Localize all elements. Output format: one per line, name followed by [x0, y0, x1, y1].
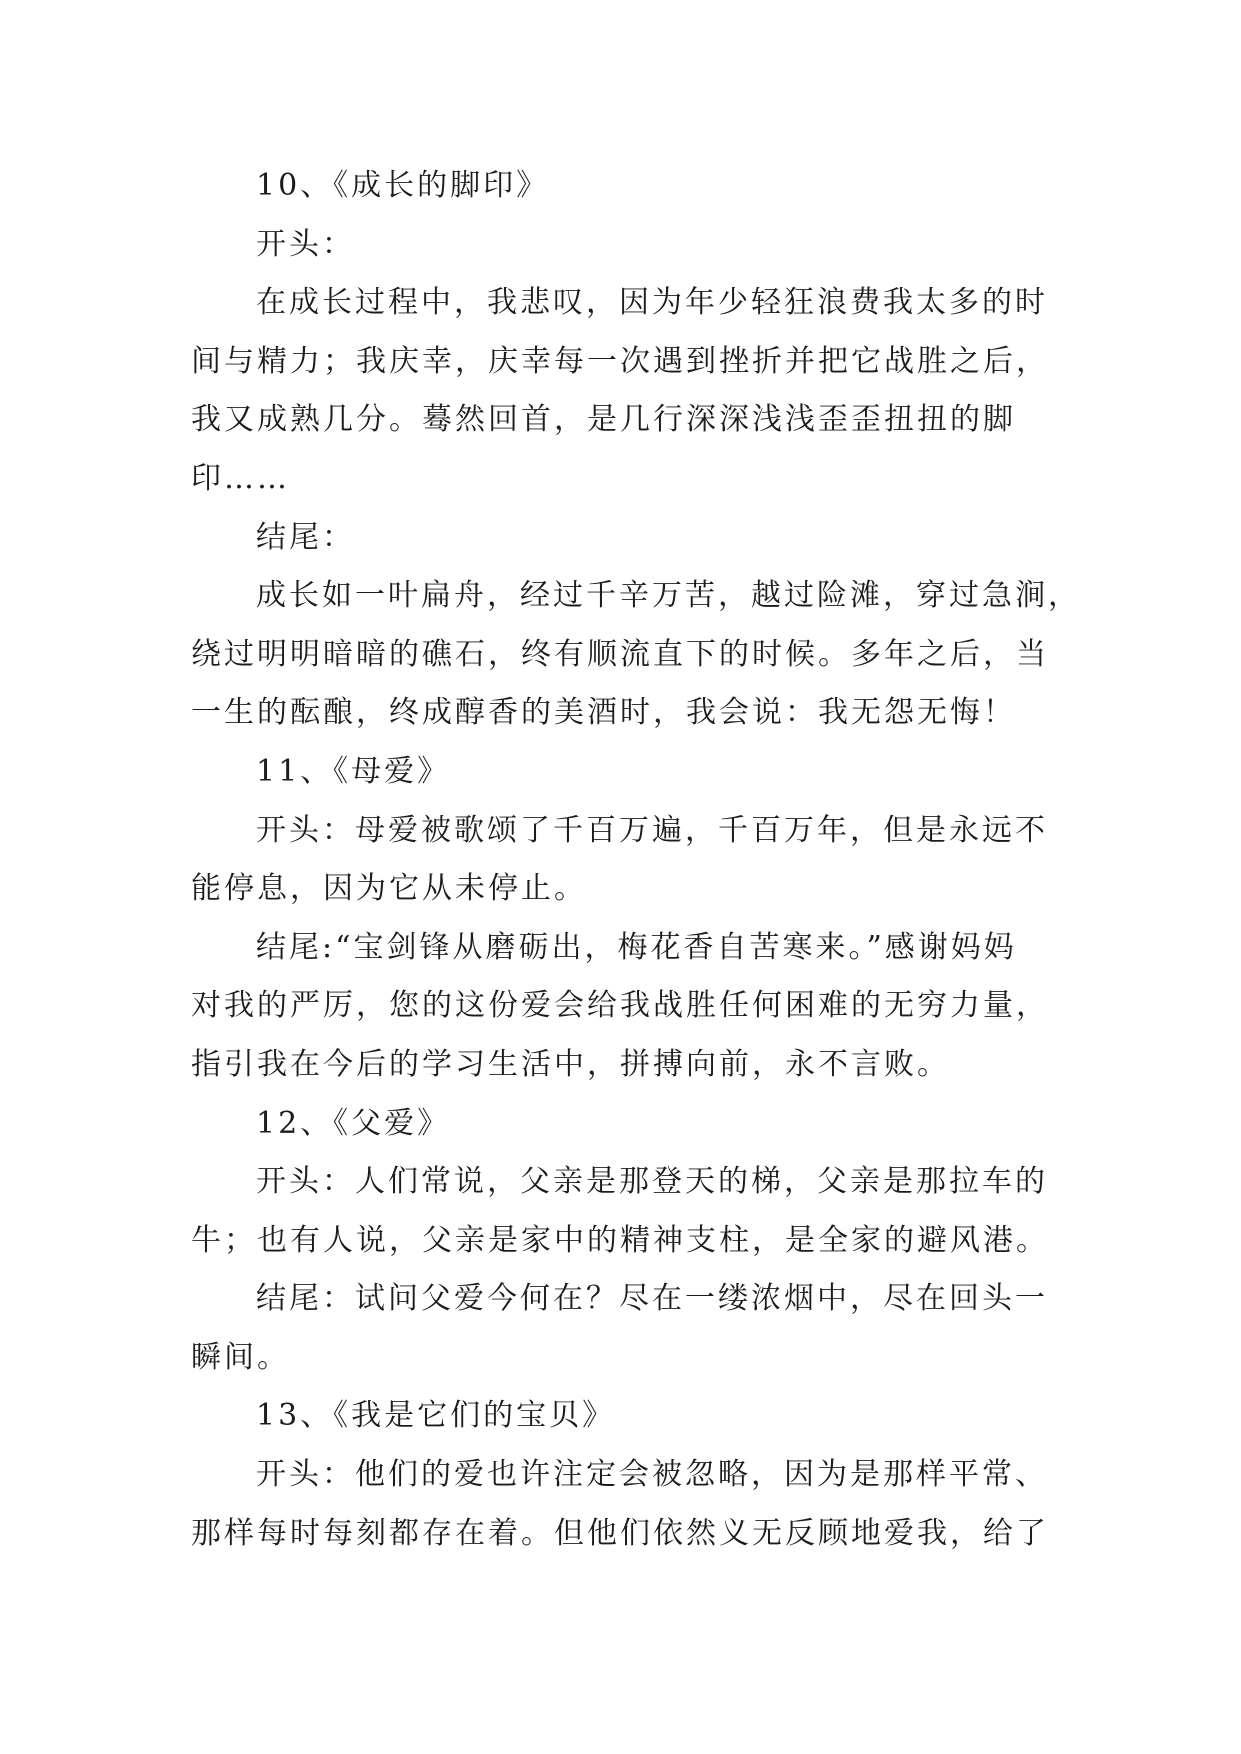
paragraph	[191, 274, 1091, 508]
paragraph-line: 开头：他们的爱也许注定会被忽略，因为是那样平常、	[256, 1457, 1048, 1493]
paragraph-line: 开头：人们常说，父亲是那登天的梯，父亲是那拉车的	[256, 1164, 1048, 1200]
paragraph-line: 牛；也有人说，父亲是家中的精神支柱，是全家的避风港。	[191, 1222, 1049, 1258]
paragraph-line: 一生的酝酿，终成醇香的美酒时，我会说：我无怨无悔！	[191, 695, 1016, 731]
paragraph-line: 那样每时每刻都存在着。但他们依然义无反顾地爱我，给了	[191, 1515, 1049, 1551]
paragraph-line: 开头：	[256, 226, 355, 262]
essay-section	[191, 1387, 1091, 1563]
paragraph	[191, 216, 1091, 275]
paragraph-line: 在成长过程中，我悲叹，因为年少轻狂浪费我太多的时	[256, 285, 1048, 321]
paragraph	[191, 1446, 1091, 1563]
paragraph	[191, 509, 1091, 568]
paragraph-line: 瞬间。	[191, 1339, 290, 1375]
paragraph-line: 结尾：试问父爱今何在？尽在一缕浓烟中，尽在回头一	[256, 1281, 1048, 1317]
paragraph-line: 指引我在今后的学习生活中，拼搏向前，永不言败。	[191, 1046, 950, 1082]
paragraph-line: 印……	[191, 460, 290, 496]
paragraph	[191, 567, 1091, 743]
paragraph-line: 间与精力；我庆幸，庆幸每一次遇到挫折并把它战胜之后，	[191, 343, 1049, 379]
document-body	[191, 157, 1091, 1563]
paragraph-line: 结尾：	[256, 519, 355, 555]
section-heading: 12、《父爱》	[256, 1105, 451, 1141]
essay-section	[191, 1095, 1091, 1388]
paragraph-line: 绕过明明暗暗的礁石，终有顺流直下的时候。多年之后，当	[191, 636, 1049, 672]
section-heading: 10、《成长的脚印》	[256, 168, 550, 203]
paragraph	[191, 802, 1091, 919]
paragraph	[191, 919, 1091, 1095]
paragraph	[191, 1270, 1091, 1387]
section-heading: 13、《我是它们的宝贝》	[256, 1398, 616, 1434]
section-heading: 11、《母爱》	[256, 753, 451, 789]
paragraph-line: 我又成熟几分。蓦然回首，是几行深深浅浅歪歪扭扭的脚	[191, 402, 1016, 438]
essay-section	[191, 743, 1091, 1095]
paragraph-line: 能停息，因为它从未停止。	[191, 871, 587, 907]
paragraph-line: 成长如一叶扁舟，经过千辛万苦，越过险滩，穿过急涧，	[256, 578, 1081, 614]
paragraph-line: 开头：母爱被歌颂了千百万遍，千百万年，但是永远不	[256, 812, 1048, 848]
paragraph-line: 结尾:“宝剑锋从磨砺出，梅花香自苦寒来。”感谢妈妈	[256, 929, 1017, 965]
paragraph	[191, 1153, 1091, 1270]
paragraph-line: 对我的严厉，您的这份爱会给我战胜任何困难的无穷力量，	[191, 988, 1049, 1024]
essay-section	[191, 157, 1091, 743]
